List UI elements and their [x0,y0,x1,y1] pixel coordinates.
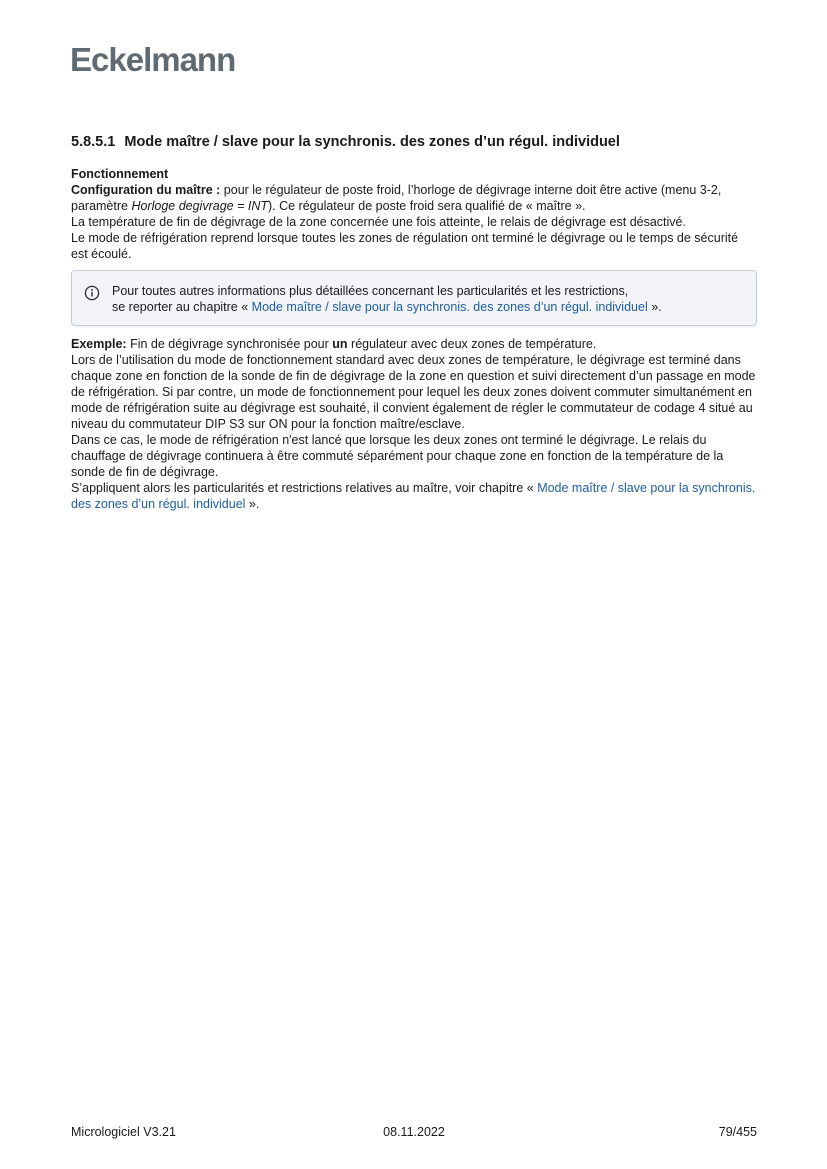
config-text-1: pour le régulateur de poste froid, l’horloge de dégivrage interne doit être active (menu 3-2, paramètre [71,183,722,213]
page-content [71,133,757,512]
subheading-fonctionnement: Fonctionnement [71,167,169,181]
config-italic: Horloge degivrage = INT [131,199,268,213]
note-line-1: Pour toutes autres informations plus détaillées concernant les particularités et les restrictions, [112,284,629,298]
config-paragraph [71,182,757,214]
section-title: Mode maître / slave pour la synchronis. des zones d’un régul. individuel [124,134,620,150]
example-text-1: Fin de dégivrage synchronisée pour [126,337,333,351]
config-label: Configuration du maître : [71,183,221,197]
note-text [112,283,744,315]
section-number: 5.8.5.1 [71,134,116,150]
note-line-2-suffix: ». [647,300,662,314]
info-note [71,270,757,326]
footer-date: 08.11.2022 [383,1125,445,1139]
eckelmann-logo: Eckelmann [70,41,236,78]
example-para-2: Dans ce cas, le mode de réfrigération n'est lancé que lorsque les deux zones ont terminé le dégivrage. Le relais du chauffage de dégivrage continuera à être commuté séparément pour chaque zone en fonction de la température de la sonde de fin de dégivrage. [71,433,724,479]
footer-firmware: Micrologiciel V3.21 [71,1125,176,1139]
note-line-2 [112,299,744,315]
example-para-3-prefix: S’appliquent alors les particularités et restrictions relatives au maître, voir chapitre « [71,481,538,495]
footer-page-number: 79/455 [718,1125,757,1139]
example-paragraph [71,336,757,352]
example-para-3-suffix: ». [245,497,260,511]
section-heading [71,133,757,151]
example-bold: un [332,337,348,351]
temp-paragraph: La température de fin de dégivrage de la zone concernée une fois atteinte, le relais de dégivrage est désactivé. [71,215,686,229]
example-para-3 [71,480,757,512]
example-text-2: régulateur avec deux zones de température. [347,337,597,351]
info-icon [84,285,100,301]
example-label: Exemple: [71,337,127,351]
example-chapter-link[interactable]: Mode maître / slave pour la synchronis. des zones d’un régul. individuel [71,481,756,511]
example-para-1: Lors de l’utilisation du mode de fonctionnement standard avec deux zones de température, le dégivrage est terminé dans chaque zone en fonction de la sonde de fin de dégivrage de la zone en question et suivi directement d’un passage en mode de réfrigération. Si par contre, un mode de fonctionnement pour lequel les deux zones doivent commuter simultanément en mode de réfrigération suite au dégivrage est souhaité, il convient également de régler le commutateur de codage 4 situé au niveau du commutateur DIP S3 sur ON pour la fonction maître/esclave. [71,353,756,431]
mode-paragraph: Le mode de réfrigération reprend lorsque toutes les zones de régulation ont terminé le dégivrage ou le temps de sécurité est écoulé. [71,231,739,261]
config-text-2: ). Ce régulateur de poste froid sera qualifié de « maître ». [267,199,586,213]
note-line-2-prefix: se reporter au chapitre « [112,300,252,314]
note-chapter-link[interactable]: Mode maître / slave pour la synchronis. des zones d’un régul. individuel [251,300,648,314]
